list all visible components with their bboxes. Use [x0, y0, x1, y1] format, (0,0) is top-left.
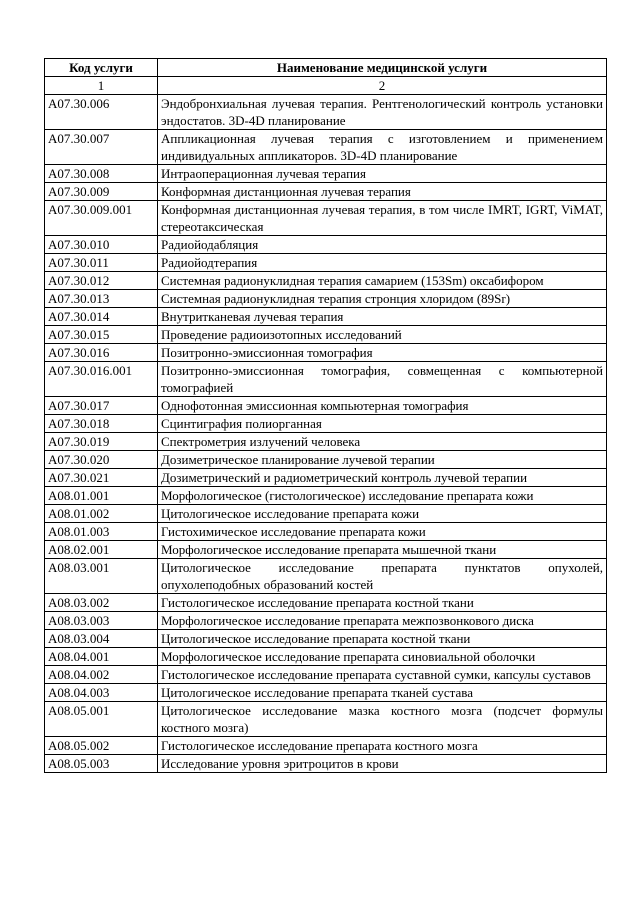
- table-row: [45, 183, 607, 201]
- service-code: A07.30.014: [45, 308, 158, 326]
- service-code: A08.03.003: [45, 612, 158, 630]
- service-name: Цитологическое исследование препарата кожи: [158, 505, 607, 523]
- table-row: [45, 630, 607, 648]
- service-name: Морфологическое исследование препарата синовиальной оболочки: [158, 648, 607, 666]
- service-code: A08.01.001: [45, 487, 158, 505]
- table-row: [45, 684, 607, 702]
- table-row: [45, 362, 607, 397]
- header-row: [45, 59, 607, 77]
- service-name: Радиойодтерапия: [158, 254, 607, 272]
- table-row: [45, 308, 607, 326]
- service-code: A08.04.002: [45, 666, 158, 684]
- service-name: Гистологическое исследование препарата костного мозга: [158, 737, 607, 755]
- service-code: A07.30.017: [45, 397, 158, 415]
- service-code: A07.30.007: [45, 130, 158, 165]
- service-name: Морфологическое исследование препарата межпозвонкового диска: [158, 612, 607, 630]
- service-code: A07.30.016: [45, 344, 158, 362]
- service-code: A08.03.001: [45, 559, 158, 594]
- service-name: Морфологическое исследование препарата мышечной ткани: [158, 541, 607, 559]
- table-row: [45, 165, 607, 183]
- service-code: A07.30.019: [45, 433, 158, 451]
- service-name: Дозиметрический и радиометрический контроль лучевой терапии: [158, 469, 607, 487]
- service-code: A07.30.016.001: [45, 362, 158, 397]
- table-row: [45, 505, 607, 523]
- service-code: A07.30.009.001: [45, 201, 158, 236]
- service-code: A08.03.004: [45, 630, 158, 648]
- service-code: A08.01.003: [45, 523, 158, 541]
- table-row: [45, 290, 607, 308]
- service-code: A07.30.020: [45, 451, 158, 469]
- service-name: Цитологическое исследование мазка костного мозга (подсчет формулы костного мозга): [158, 702, 607, 737]
- service-code: A07.30.018: [45, 415, 158, 433]
- medical-services-table: [44, 58, 607, 773]
- service-code: A08.04.001: [45, 648, 158, 666]
- table-row: [45, 130, 607, 165]
- service-code: A08.05.002: [45, 737, 158, 755]
- service-name: Конформная дистанционная лучевая терапия: [158, 183, 607, 201]
- service-name: Проведение радиоизотопных исследований: [158, 326, 607, 344]
- service-name: Радиойодабляция: [158, 236, 607, 254]
- service-name: Позитронно-эмиссионная томография, совмещенная с компьютерной томографией: [158, 362, 607, 397]
- service-code: A07.30.013: [45, 290, 158, 308]
- service-code: A08.01.002: [45, 505, 158, 523]
- service-code: A08.05.001: [45, 702, 158, 737]
- service-code: A07.30.006: [45, 95, 158, 130]
- service-name: Дозиметрическое планирование лучевой терапии: [158, 451, 607, 469]
- service-name: Спектрометрия излучений человека: [158, 433, 607, 451]
- table-row: [45, 451, 607, 469]
- table-row: [45, 254, 607, 272]
- service-name: Внутритканевая лучевая терапия: [158, 308, 607, 326]
- column-number-2: 2: [158, 77, 607, 95]
- table-row: [45, 648, 607, 666]
- column-numbering-row: [45, 77, 607, 95]
- service-name: Цитологическое исследование препарата тканей сустава: [158, 684, 607, 702]
- service-name: Морфологическое (гистологическое) исследование препарата кожи: [158, 487, 607, 505]
- service-name: Однофотонная эмиссионная компьютерная томография: [158, 397, 607, 415]
- service-code: A08.04.003: [45, 684, 158, 702]
- service-name: Интраоперационная лучевая терапия: [158, 165, 607, 183]
- header-name: Наименование медицинской услуги: [158, 59, 607, 77]
- service-name: Аппликационная лучевая терапия с изготовлением и применением индивидуальных аппликаторов. 3D-4D планирование: [158, 130, 607, 165]
- service-name: Системная радионуклидная терапия стронция хлоридом (89Sr): [158, 290, 607, 308]
- table-row: [45, 272, 607, 290]
- table-row: [45, 397, 607, 415]
- service-name: Гистологическое исследование препарата суставной сумки, капсулы суставов: [158, 666, 607, 684]
- service-name: Эндобронхиальная лучевая терапия. Рентгенологический контроль установки эндостатов. 3D-4D планирование: [158, 95, 607, 130]
- table-row: [45, 201, 607, 236]
- table-row: [45, 594, 607, 612]
- service-code: A07.30.009: [45, 183, 158, 201]
- table-row: [45, 236, 607, 254]
- table-row: [45, 344, 607, 362]
- column-number-1: 1: [45, 77, 158, 95]
- table-row: [45, 612, 607, 630]
- service-code: A07.30.011: [45, 254, 158, 272]
- service-code: A07.30.012: [45, 272, 158, 290]
- table-row: [45, 559, 607, 594]
- table-row: [45, 95, 607, 130]
- table-row: [45, 666, 607, 684]
- table-body: [45, 77, 607, 773]
- service-name: Сцинтиграфия полиорганная: [158, 415, 607, 433]
- service-name: Позитронно-эмиссионная томография: [158, 344, 607, 362]
- service-code: A07.30.008: [45, 165, 158, 183]
- table-row: [45, 541, 607, 559]
- table-row: [45, 487, 607, 505]
- table-row: [45, 755, 607, 773]
- service-code: A07.30.015: [45, 326, 158, 344]
- service-name: Системная радионуклидная терапия самарием (153Sm) оксабифором: [158, 272, 607, 290]
- service-name: Конформная дистанционная лучевая терапия, в том числе IMRT, IGRT, ViMAT, стереотаксическая: [158, 201, 607, 236]
- service-name: Исследование уровня эритроцитов в крови: [158, 755, 607, 773]
- service-name: Цитологическое исследование препарата пунктатов опухолей, опухолеподобных образований костей: [158, 559, 607, 594]
- service-name: Гистологическое исследование препарата костной ткани: [158, 594, 607, 612]
- header-code: Код услуги: [45, 59, 158, 77]
- service-code: A08.02.001: [45, 541, 158, 559]
- service-code: A08.05.003: [45, 755, 158, 773]
- table-row: [45, 433, 607, 451]
- service-code: A08.03.002: [45, 594, 158, 612]
- table-row: [45, 702, 607, 737]
- table-row: [45, 415, 607, 433]
- service-code: A07.30.010: [45, 236, 158, 254]
- service-name: Цитологическое исследование препарата костной ткани: [158, 630, 607, 648]
- table-row: [45, 737, 607, 755]
- service-name: Гистохимическое исследование препарата кожи: [158, 523, 607, 541]
- table-row: [45, 326, 607, 344]
- table-row: [45, 523, 607, 541]
- service-code: A07.30.021: [45, 469, 158, 487]
- table-row: [45, 469, 607, 487]
